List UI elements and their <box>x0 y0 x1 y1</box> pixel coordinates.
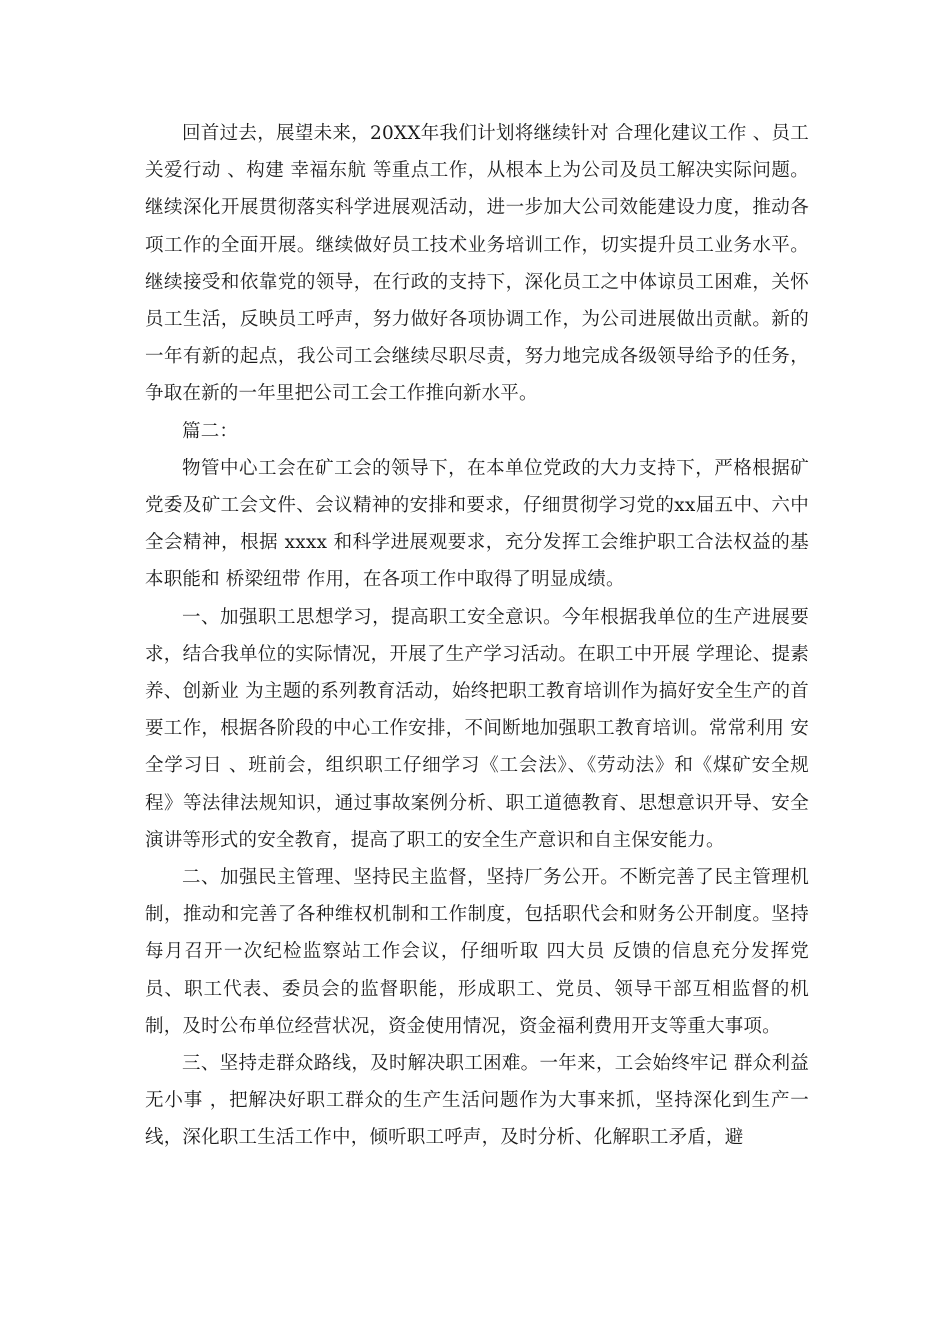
section-heading-part-two: 篇二： <box>182 420 239 442</box>
paragraph-item-one: 一、加强职工思想学习，提高职工安全意识。今年根据我单位的生产进展要求，结合我单位的实际情况，开展了生产学习活动。在职工中开展 学理论、提素养、创新业 为主题的系列教育活动，始终把职工教育培训作为搞好安全生产的首要工作，根据各阶段的中心工作安排，不间断地加强职工教育培训。常常利用 安全学习日 、班前会，组织职工仔细学习《工会法》、《劳动法》和《煤矿安全规程》等法律法规知识，通过事故案例分析、职工道德教育、思想意识开导、安全演讲等形式的安全教育，提高了职工的安全生产意识和自主保安能力。 <box>145 606 809 851</box>
paragraph-item-two: 二、加强民主管理、坚持民主监督，坚持厂务公开。不断完善了民主管理机制，推动和完善了各种维权机制和工作制度，包括职代会和财务公开制度。坚持每月召开一次纪检监察站工作会议，仔细听取 四大员 反馈的信息充分发挥党员、职工代表、委员会的监督职能，形成职工、党员、领导干部互相监督的机制，及时公布单位经营状况，资金使用情况，资金福利费用开支等重大事项。 <box>145 867 809 1037</box>
paragraph-item-three: 三、坚持走群众路线，及时解决职工困难。一年来，工会始终牢记 群众利益无小事 ，把解决好职工群众的生产生活问题作为大事来抓，坚持深化到生产一线，深化职工生活工作中，倾听职工呼声，及时分析、化解职工矛盾，避 <box>145 1053 809 1149</box>
paragraph-plan: 回首过去，展望未来，20XX年我们计划将继续针对 合理化建议工作 、员工关爱行动 、构建 幸福东航 等重点工作，从根本上为公司及员工解决实际问题。继续深化开展贯彻落实科学进展观活动，进一步加大公司效能建设力度，推动各项工作的全面开展。继续做好员工技术业务培训工作，切实提升员工业务水平。继续接受和依靠党的领导，在行政的支持下，深化员工之中体谅员工困难，关怀员工生活，反映员工呼声，努力做好各项协调工作，为公司进展做出贡献。新的一年有新的起点，我公司工会继续尽职尽责，努力地完成各级领导给予的任务，争取在新的一年里把公司工会工作推向新水平。 <box>145 123 809 405</box>
document-page <box>145 115 809 1157</box>
paragraph-intro: 物管中心工会在矿工会的领导下，在本单位党政的大力支持下，严格根据矿党委及矿工会文件、会议精神的安排和要求，仔细贯彻学习党的xx届五中、六中全会精神，根据 xxxx 和科学进展观要求，充分发挥工会维护职工合法权益的基本职能和 桥梁纽带 作用，在各项工作中取得了明显成绩。 <box>145 457 809 591</box>
